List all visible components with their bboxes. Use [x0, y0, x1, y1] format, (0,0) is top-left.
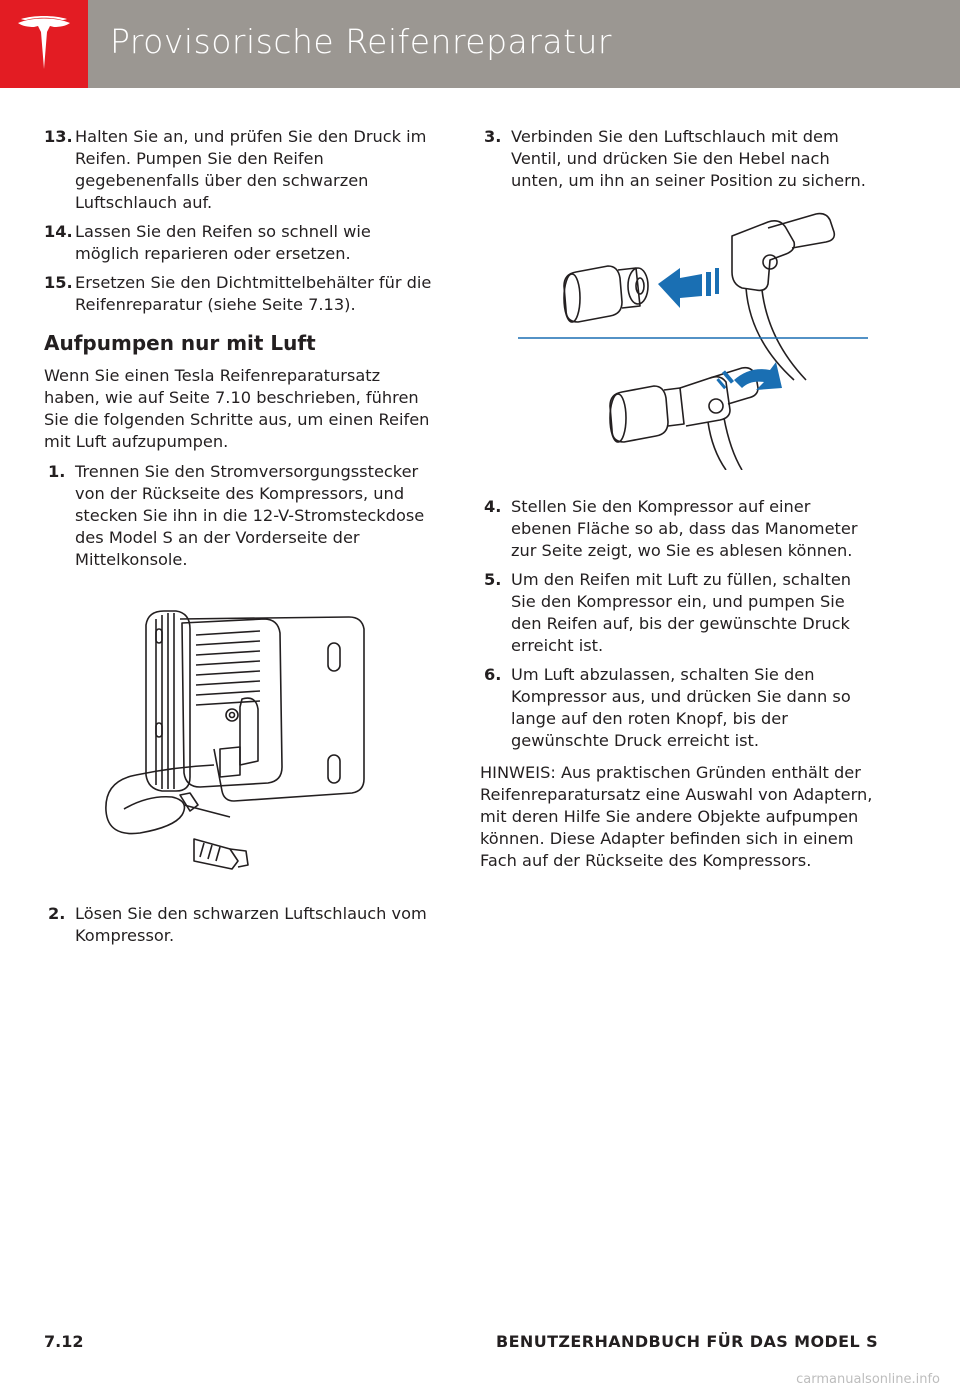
- step-number: 5.: [484, 570, 502, 589]
- tesla-logo: [0, 0, 88, 88]
- item-number: 14.: [44, 222, 73, 241]
- step-number: 4.: [484, 497, 502, 516]
- step-text: Trennen Sie den Stromversorgungsstecker von der Rückseite des Kompressors, und stecken Sie ihn in die 12-V-Stromsteckdose des Model S an der Vorderseite der Mittelkonsole.: [75, 462, 425, 569]
- book-title: BENUTZERHANDBUCH FÜR DAS MODEL S: [495, 1332, 878, 1351]
- step-item: [480, 569, 874, 657]
- step-item: [480, 664, 874, 752]
- item-number: 15.: [44, 273, 73, 292]
- step-number: 2.: [48, 904, 66, 923]
- list-item: [44, 221, 436, 265]
- section-heading: Aufpumpen nur mit Luft: [44, 331, 316, 355]
- page-header: [0, 0, 960, 88]
- page-title: Provisorische Reifenreparatur: [110, 22, 612, 61]
- step-number: 6.: [484, 665, 502, 684]
- note-paragraph: HINWEIS: Aus praktischen Gründen enthält der Reifenreparatursatz eine Auswahl von Adaptern, mit deren Hilfe Sie andere Objekte aufpumpen können. Diese Adapter befinden sich in einem Fach auf der Rückseite des Kompressors.: [480, 763, 873, 870]
- item-text: Halten Sie an, und prüfen Sie den Druck im Reifen. Pumpen Sie den Reifen gegebenenfalls über den schwarzen Luftschlauch auf.: [75, 127, 427, 212]
- list-item: [44, 272, 436, 316]
- push-arrow-icon: [658, 268, 719, 308]
- item-text: Ersetzen Sie den Dichtmittelbehälter für die Reifenreparatur (siehe Seite 7.13).: [75, 273, 432, 314]
- left-column: [44, 126, 436, 954]
- page-number: 7.12: [44, 1332, 84, 1351]
- step-item: [44, 903, 436, 947]
- step-number: 1.: [48, 462, 66, 481]
- step-number: 3.: [484, 127, 502, 146]
- intro-paragraph: Wenn Sie einen Tesla Reifenreparatursatz haben, wie auf Seite 7.10 beschrieben, führen Sie die folgenden Schritte aus, um einen Reifen mit Luft aufzupumpen.: [44, 366, 430, 451]
- list-item: [44, 126, 436, 214]
- item-number: 13.: [44, 127, 73, 146]
- step-item: [44, 461, 436, 571]
- right-column: [480, 126, 874, 880]
- item-text: Lassen Sie den Reifen so schnell wie möglich reparieren oder ersetzen.: [75, 222, 371, 263]
- tesla-logo-icon: [14, 14, 74, 74]
- watermark: carmanualsonline.info: [796, 1372, 940, 1387]
- valve-illustration: [480, 210, 874, 470]
- step-item: [480, 126, 874, 192]
- step-text: Lösen Sie den schwarzen Luftschlauch vom Kompressor.: [75, 904, 427, 945]
- step-text: Stellen Sie den Kompressor auf einer ebenen Fläche so ab, dass das Manometer zur Seite zeigt, wo Sie es ablesen können.: [511, 497, 858, 560]
- step-text: Um den Reifen mit Luft zu füllen, schalten Sie den Kompressor ein, und pumpen Sie den Reifen auf, bis der gewünschte Druck erreicht ist.: [511, 570, 852, 655]
- compressor-illustration: [44, 599, 436, 881]
- step-item: [480, 496, 874, 562]
- step-text: Um Luft abzulassen, schalten Sie den Kompressor aus, und drücken Sie dann so lange auf den roten Knopf, bis der gewünschte Druck erreicht ist.: [511, 665, 851, 750]
- step-text: Verbinden Sie den Luftschlauch mit dem Ventil, und drücken Sie den Hebel nach unten, um ihn an seiner Position zu sichern.: [511, 127, 866, 190]
